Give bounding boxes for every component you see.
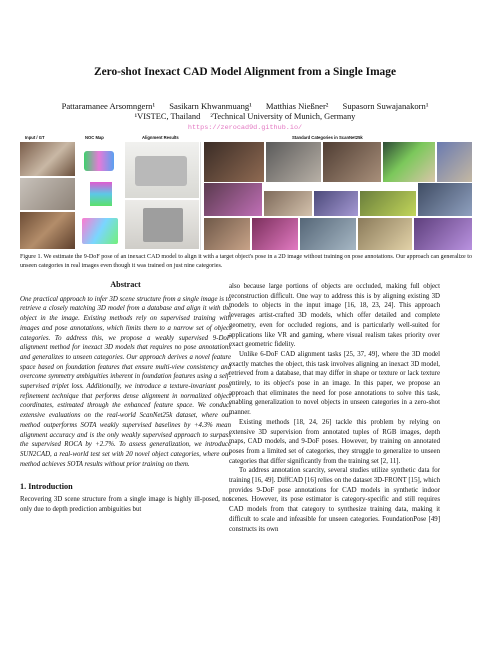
teaser-figure: [20, 135, 472, 251]
right-paragraph-1: also because large portions of objects are occluded, making full object reconstruction difficult. One way to address this is by aligning existing 3D models to objects in the input image [16, 18, 23, 24]. This approach leverages artist-crafted 3D models, which offer detailed and complete geometry, even for occluded regions, and is particularly well-suited for applications like VR and gaming, where visual realism takes priority over exact geometric fidelity.: [229, 283, 440, 349]
figure-divider: [200, 142, 201, 250]
intro-paragraph-1: Recovering 3D scene structure from a single image is highly ill-posed, not only due to depth prediction ambiguities but: [20, 496, 231, 513]
noc-map-3: [78, 212, 122, 249]
standard-example-5: [437, 142, 472, 182]
alignment-result-2: [125, 200, 199, 249]
left-column: [20, 280, 231, 514]
introduction-heading: 1. Introduction: [20, 482, 73, 492]
author-list: [0, 100, 490, 112]
header-noc-map: NOC Map: [85, 135, 104, 140]
header-alignment-results: Alignment Results: [142, 135, 179, 140]
unseen-example-7: [252, 218, 298, 250]
abstract-heading: Abstract: [110, 280, 141, 289]
author-3: Matthias Nießner²: [265, 101, 329, 111]
standard-example-3: [323, 142, 381, 182]
noc-map-2: [78, 178, 122, 210]
standard-example-1: [204, 142, 264, 182]
affiliation-2: ²Technical University of Munich, Germany: [210, 112, 356, 121]
alignment-result-1: [125, 142, 199, 198]
unseen-example-4: [360, 191, 416, 216]
input-image-3: [20, 212, 75, 249]
unseen-example-8: [300, 218, 356, 250]
affiliation-1: ¹VISTEC, Thailand: [134, 112, 201, 121]
header-input-gt: Input / GT: [25, 135, 45, 140]
right-column: [229, 282, 440, 534]
header-standard-categories: Standard Categories in ScanNet25k: [292, 135, 363, 140]
unseen-example-9: [358, 218, 412, 250]
unseen-example-6: [204, 218, 250, 250]
affiliations: [0, 112, 490, 121]
noc-map-1: [78, 142, 122, 176]
input-image-2: [20, 178, 75, 210]
figure-caption: Figure 1. We estimate the 9-DoF pose of an inexact CAD model to align it with a target object's pose in a 2D image without training on pose annotations. Our approach can generalize to unseen categories in real images even though it was trained on just nine categories.: [20, 254, 472, 269]
unseen-example-1: [204, 183, 262, 216]
unseen-example-10: [414, 218, 472, 250]
unseen-example-2: [264, 191, 312, 216]
abstract-text: One practical approach to infer 3D scene structure from a single image is to retrieve a closely matching 3D model from a database and align it with the object in the image. Existing methods rely on supervised training with images and pose annotations, which limits them to a narrow set of object categories. To address this, we propose a weakly supervised 9-DoF alignment method for inexact 3D models that requires no pose annotations and generalizes to unseen categories. Our approach derives a novel feature space based on foundation features that ensure multi-view consistency and overcome symmetry ambiguities inherent in foundation features using a self-supervised triplet loss. Additionally, we introduce a texture-invariant pose refinement technique that performs dense alignment in normalized object coordinates, estimated through the enhanced feature space. We conduct extensive evaluations on the real-world ScanNet25k dataset, where our method outperforms SOTA weakly supervised baselines by +4.3% mean alignment accuracy and is the only weakly supervised approach to surpass the supervised ROCA by +2.7%. To assess generalization, we introduce SUN2CAD, a real-world test set with 20 novel object categories, where our method achieves SOTA results without prior training on them.: [20, 295, 231, 468]
right-paragraph-4: To address annotation scarcity, several studies utilize synthetic data for training [16, 49]. DiffCAD [16] relies on the dataset 3D-FRONT [15], which provides 9-DoF pose annotations for CAD models in synthetic indoor scenes. However, its pose estimator is category-specific and still requires CAD models from that category to synthesize training data, making it difficult to scale and infeasible for unseen categories. FoundationPose [49] constructs its own: [229, 467, 440, 533]
standard-example-4: [383, 142, 435, 182]
right-paragraph-3: Existing methods [18, 24, 26] tackle this problem by relying on extensive 3D supervision from annotated tuples of RGB images, depth maps, CAD models, and 9-DoF poses. However, by training on annotated poses from a limited set of categories, they struggle to generalize to unseen categories that differ significantly from the training set [2, 11].: [229, 418, 440, 465]
input-image-1: [20, 142, 75, 176]
right-paragraph-2: Unlike 6-DoF CAD alignment tasks [25, 37, 49], where the 3D model exactly matches the object, this task involves aligning an inexact 3D model, retrieved from a database, that may differ in shape or texture or lack texture entirely, to its object's pose in an image. In this paper, we propose an approach that eliminates the need for pose annotations to solve this task, enabling generalization to novel objects in unseen categories in a zero-shot manner.: [229, 350, 440, 417]
header-unseen-categories: Unseen Categories in Our New SUN2CAD Dataset: [264, 184, 363, 189]
paper-title: Zero-shot Inexact CAD Model Alignment from a Single Image: [93, 66, 397, 78]
unseen-example-5: [418, 183, 472, 216]
author-2: Sasikarn Khwanmuang¹: [169, 101, 252, 111]
project-url[interactable]: https://zerocad9d.github.io/: [187, 124, 303, 132]
standard-example-2: [266, 142, 321, 182]
author-1: Pattaramanee Arsomngern¹: [61, 101, 156, 111]
unseen-example-3: [314, 191, 358, 216]
author-4: Supasorn Suwajanakorn¹: [342, 101, 429, 111]
